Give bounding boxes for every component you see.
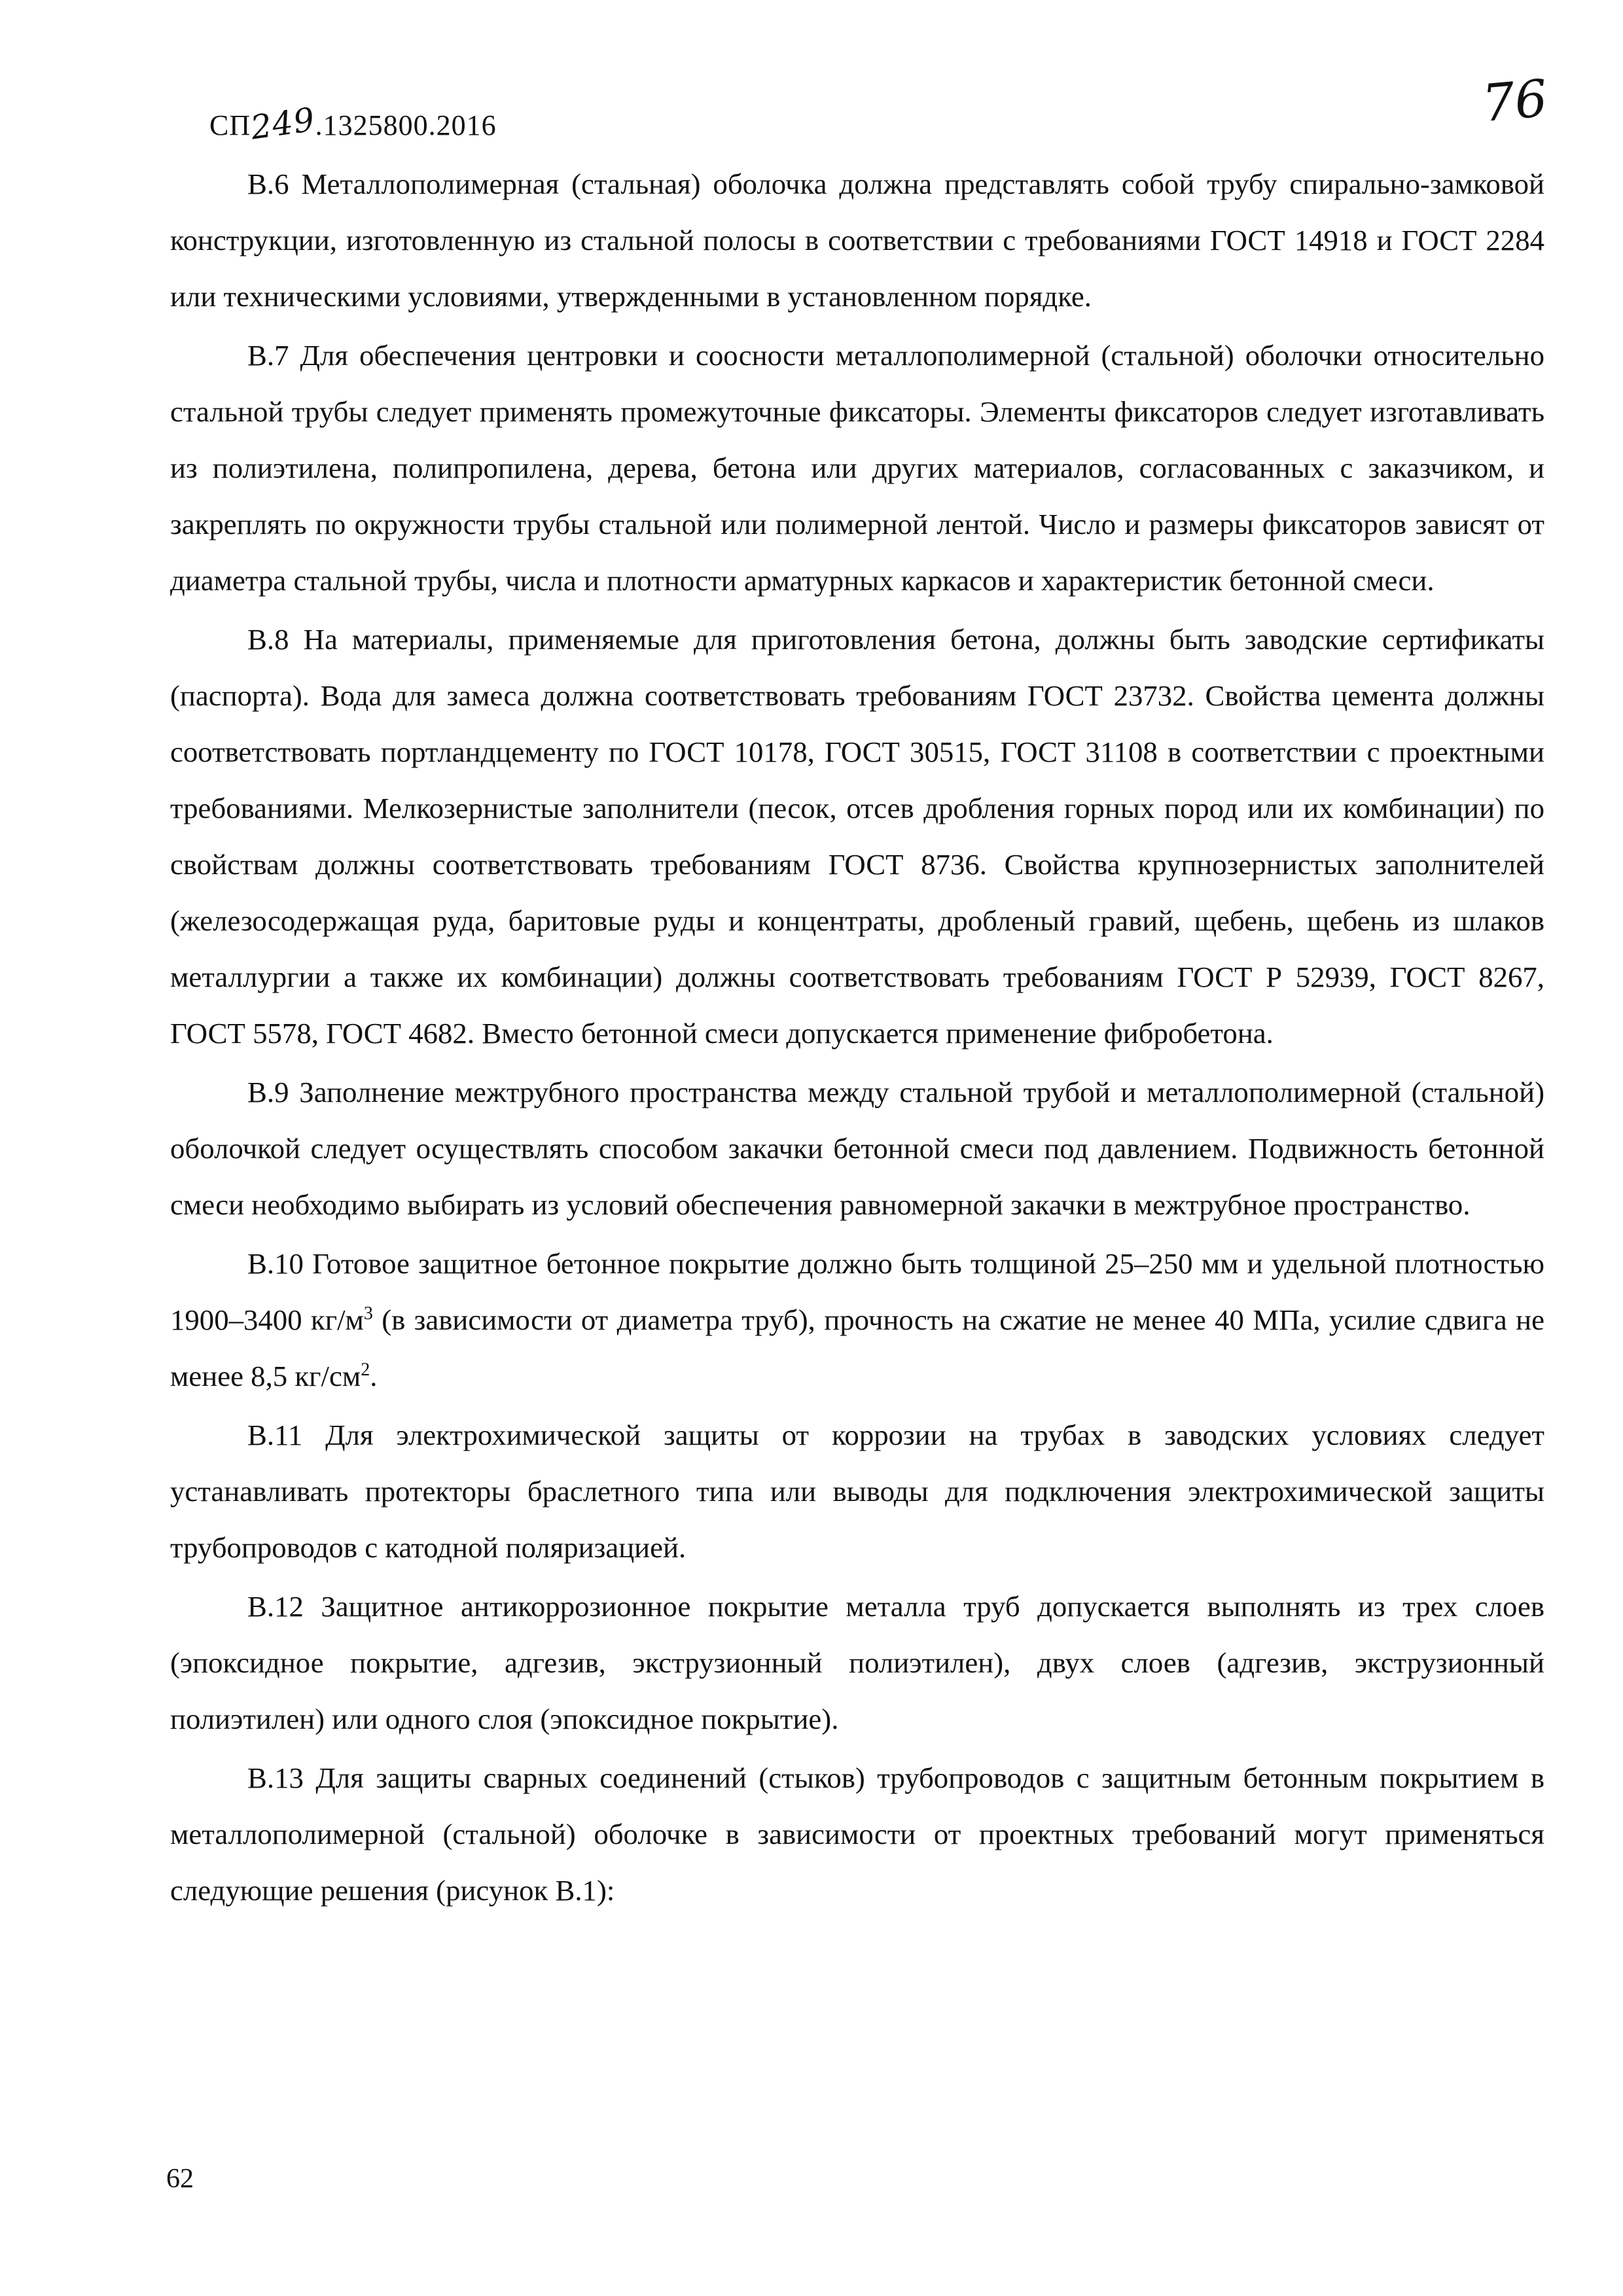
superscript-square: 2 — [361, 1360, 370, 1381]
paragraph-b12: В.12 Защитное антикоррозионное покрытие металла труб допускается выполнять из трех слоев (эпоксидное покрытие, адгезив, экструзионный полиэтилен), двух слоев (адгезив, экструзионный полиэтилен) или одного слоя (эпоксидное покрытие). — [170, 1590, 1544, 1735]
paragraph-b7: В.7 Для обеспечения центровки и соосности металлополимерной (стальной) оболочки относительно стальной трубы следует применять промежуточные фиксаторы. Элементы фиксаторов следует изготавливать из полиэтилена, полипропилена, дерева, бетона или других материалов, согласованных с заказчиком, и закреплять по окружности трубы стальной или полимерной лентой. Число и размеры фиксаторов зависят от диаметра стальной трубы, числа и плотности арматурных каркасов и характеристик бетонной смеси. — [170, 339, 1544, 597]
superscript-cubic: 3 — [363, 1303, 373, 1324]
paragraph-b10 — [170, 1235, 1544, 1404]
paragraph-b10-part3: . — [370, 1360, 378, 1392]
paragraph-b11: В.11 Для электрохимической защиты от коррозии на трубах в заводских условиях следует устанавливать протекторы браслетного типа или выводы для подключения электрохимической защиты трубопроводов с катодной поляризацией. — [170, 1419, 1544, 1564]
document-body — [170, 156, 1544, 1918]
paragraph-b10-part1: В.10 Готовое защитное бетонное покрытие должно быть толщиной 25–250 мм и удельной плотностью 1900–3400 кг/м — [170, 1247, 1544, 1336]
paragraph-b10-part2: (в зависимости от диаметра труб), прочность на сжатие не менее 40 МПа, усилие сдвига не менее 8,5 кг/см — [170, 1303, 1544, 1392]
paragraph-b9: В.9 Заполнение межтрубного пространства между стальной трубой и металлополимерной (стальной) оболочкой следует осуществлять способом закачки бетонной смеси под давлением. Подвижность бетонной смеси необходимо выбирать из условий обеспечения равномерной закачки в межтрубное пространство. — [170, 1076, 1544, 1221]
handwritten-document-number: 249 — [248, 100, 318, 147]
paragraph-b13: В.13 Для защиты сварных соединений (стыков) трубопроводов с защитным бетонным покрытием в металлополимерной (стальной) оболочке в зависимости от проектных требований могут применяться следующие решения (рисунок В.1): — [170, 1761, 1544, 1907]
document-code-prefix: СП — [209, 109, 251, 141]
document-code-suffix: .1325800.2016 — [315, 109, 497, 141]
handwritten-page-mark: 76 — [1480, 69, 1550, 134]
paragraph-b6: В.6 Металлополимерная (стальная) оболочка должна представлять собой трубу спирально-замковой конструкции, изготовленную из стальной полосы в соответствии с требованиями ГОСТ 14918 и ГОСТ 2284 или техническими условиями, утвержденными в установленном порядке. — [170, 168, 1544, 313]
paragraph-b8: В.8 На материалы, применяемые для приготовления бетона, должны быть заводские сертификаты (паспорта). Вода для замеса должна соответствовать требованиям ГОСТ 23732. Свойства цемента должны соответствовать портландцементу по ГОСТ 10178, ГОСТ 30515, ГОСТ 31108 в соответствии с проектными требованиями. Мелкозернистые заполнители (песок, отсев дробления горных пород или их комбинации) по свойствам должны соответствовать требованиям ГОСТ 8736. Свойства крупнозернистых заполнителей (железосодержащая руда, баритовые руды и концентраты, дробленый гравий, щебень, щебень из шлаков металлургии а также их комбинации) должны соответствовать требованиям ГОСТ Р 52939, ГОСТ 8267, ГОСТ 5578, ГОСТ 4682. Вместо бетонной смеси допускается применение фибробетона. — [170, 623, 1544, 1050]
document-code-header — [209, 100, 497, 147]
page-number: 62 — [166, 2164, 194, 2194]
